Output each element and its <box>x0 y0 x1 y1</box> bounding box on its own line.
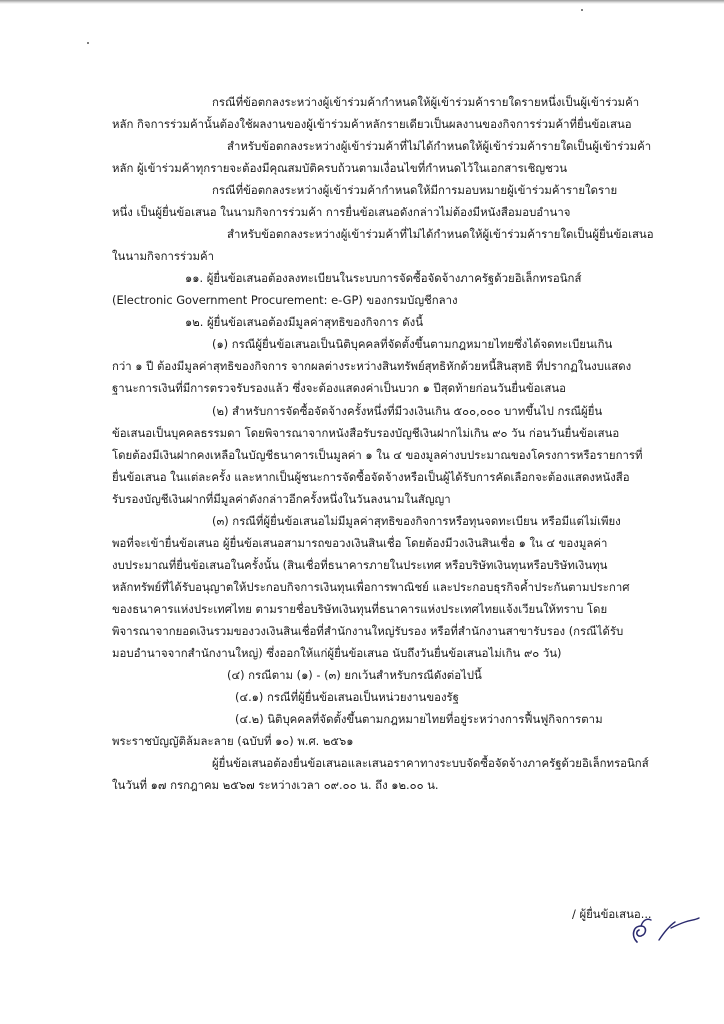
text-line: หลักทรัพย์ที่ได้รับอนุญาตให้ประกอบกิจการเงินทุนเพื่อการพาณิชย์ และประกอบธุรกิจค้ำประกันตามประกาศ <box>112 580 630 594</box>
text-line: (๔) กรณีตาม (๑) - (๓) ยกเว้นสำหรับกรณีดังต่อไปนี้ <box>227 668 482 682</box>
signature-initials <box>625 912 705 948</box>
text-line: ๑๑. ผู้ยื่นข้อเสนอต้องลงทะเบียนในระบบการจัดซื้อจัดจ้างภาครัฐด้วยอิเล็กทรอนิกส์ <box>185 271 582 285</box>
text-line: ในนามกิจการร่วมค้า <box>112 249 215 263</box>
text-line: โดยต้องมีเงินฝากคงเหลือในบัญชีธนาคารเป็นมูลค่า ๑ ใน ๔ ของมูลค่างบประมาณของโครงการหรือรายการที่ <box>112 448 643 462</box>
text-line: ๑๒. ผู้ยื่นข้อเสนอต้องมีมูลค่าสุทธิของกิจการ ดังนี้ <box>185 315 423 329</box>
text-line: กรณีที่ข้อตกลงระหว่างผู้เข้าร่วมค้ากำหนดให้ผู้เข้าร่วมค้ารายใดรายหนึ่งเป็นผู้เข้าร่วมค้า <box>212 95 640 109</box>
text-line: ฐานะการเงินที่มีการตรวจรับรองแล้ว ซึ่งจะต้องแสดงค่าเป็นบวก ๑ ปีสุดท้ายก่อนวันยื่นข้อเสนอ <box>112 381 566 395</box>
text-line: (๒) สำหรับการจัดซื้อจัดจ้างครั้งหนึ่งที่มีวงเงินเกิน ๕๐๐,๐๐๐ บาทขึ้นไป กรณีผู้ยื่น <box>212 404 603 418</box>
text-line: กรณีที่ข้อตกลงระหว่างผู้เข้าร่วมค้ากำหนดให้มีการมอบหมายผู้เข้าร่วมค้ารายใดราย <box>212 183 618 197</box>
text-line: (๓) กรณีที่ผู้ยื่นข้อเสนอไม่มีมูลค่าสุทธิของกิจการหรือทุนจดทะเบียน หรือมีแต่ไม่เพียง <box>212 514 621 528</box>
text-line: พระราชบัญญัติล้มละลาย (ฉบับที่ ๑๐) พ.ศ. ๒๕๖๑ <box>112 734 354 748</box>
text-line: หนึ่ง เป็นผู้ยื่นข้อเสนอ ในนามกิจการร่วมค้า การยื่นข้อเสนอดังกล่าวไม่ต้องมีหนังสือมอบอำนาจ <box>112 205 571 219</box>
text-line: หลัก กิจการร่วมค้านั้นต้องใช้ผลงานของผู้เข้าร่วมค้าหลักรายเดียวเป็นผลงานของกิจการร่วมค้าที่ยื่นข้อเสนอ <box>112 117 632 131</box>
text-line: มอบอำนาจจากสำนักงานใหญ่) ซึ่งออกให้แก่ผู้ยื่นข้อเสนอ นับถึงวันยื่นข้อเสนอไม่เกิน ๙๐ วัน) <box>112 646 562 660</box>
text-line: (๔.๒) นิติบุคคลที่จัดตั้งขึ้นตามกฎหมายไทยที่อยู่ระหว่างการฟื้นฟูกิจการตาม <box>235 712 603 726</box>
text-line: ยื่นข้อเสนอ ในแต่ละครั้ง และหากเป็นผู้ชนะการจัดซื้อจัดจ้างหรือเป็นผู้ได้รับการคัดเลือกจะต้องแสดงหนังสือ <box>112 470 630 484</box>
text-line: (๑) กรณีผู้ยื่นข้อเสนอเป็นนิติบุคคลที่จัดตั้งขึ้นตามกฎหมายไทยซึ่งได้จดทะเบียนเกิน <box>212 337 613 351</box>
text-line: สำหรับข้อตกลงระหว่างผู้เข้าร่วมค้าที่ไม่ได้กำหนดให้ผู้เข้าร่วมค้ารายใดเป็นผู้เข้าร่วมค้า <box>227 139 652 153</box>
text-line: ในวันที่ ๑๗ กรกฎาคม ๒๕๖๗ ระหว่างเวลา ๐๙.๐๐ น. ถึง ๑๒.๐๐ น. <box>112 778 439 792</box>
text-line: งบประมาณที่ยื่นข้อเสนอในครั้งนั้น (สินเชื่อที่ธนาคารภายในประเทศ หรือบริษัทเงินทุนหรือบริษัทเงินทุน <box>112 558 608 572</box>
text-line: กว่า ๑ ปี ต้องมีมูลค่าสุทธิของกิจการ จากผลต่างระหว่างสินทรัพย์สุทธิหักด้วยหนี้สินสุทธิ ที่ปรากฏในงบแสดง <box>112 359 632 373</box>
text-line: รับรองบัญชีเงินฝากที่มีมูลค่าดังกล่าวอีกครั้งหนึ่งในวันลงนามในสัญญา <box>112 492 451 506</box>
text-line: สำหรับข้อตกลงระหว่างผู้เข้าร่วมค้าที่ไม่ได้กำหนดให้ผู้เข้าร่วมค้ารายใดเป็นผู้ยื่นข้อเสนอ <box>227 227 654 241</box>
text-line: (๔.๑) กรณีที่ผู้ยื่นข้อเสนอเป็นหน่วยงานของรัฐ <box>235 690 459 704</box>
text-line: (Electronic Government Procurement: e-GP) ของกรมบัญชีกลาง <box>112 293 458 307</box>
continuation-note: / ผู้ยื่นข้อเสนอ... <box>572 907 652 921</box>
text-line: ผู้ยื่นข้อเสนอต้องยื่นข้อเสนอและเสนอราคาทางระบบจัดซื้อจัดจ้างภาครัฐด้วยอิเล็กทรอนิกส์ <box>212 756 649 770</box>
text-line: ข้อเสนอเป็นบุคคลธรรมดา โดยพิจารณาจากหนังสือรับรองบัญชีเงินฝากไม่เกิน ๙๐ วัน ก่อนวันยื่นข้อเสนอ <box>112 426 620 440</box>
text-line: พอที่จะเข้ายื่นข้อเสนอ ผู้ยื่นข้อเสนอสามารถขอวงเงินสินเชื่อ โดยต้องมีวงเงินสินเชื่อ ๑ ใน ๔ ของมูลค่า <box>112 536 608 550</box>
text-line: พิจารณาจากยอดเงินรวมของวงเงินสินเชื่อที่สำนักงานใหญ่รับรอง หรือที่สำนักงานสาขารับรอง (กรณีได้รับ <box>112 624 624 638</box>
text-line: หลัก ผู้เข้าร่วมค้าทุกรายจะต้องมีคุณสมบัติครบถ้วนตามเงื่อนไขที่กำหนดไว้ในเอกสารเชิญชวน <box>112 161 568 175</box>
text-line: ของธนาคารแห่งประเทศไทย ตามรายชื่อบริษัทเงินทุนที่ธนาคารแห่งประเทศไทยแจ้งเวียนให้ทราบ โดย <box>112 602 608 616</box>
